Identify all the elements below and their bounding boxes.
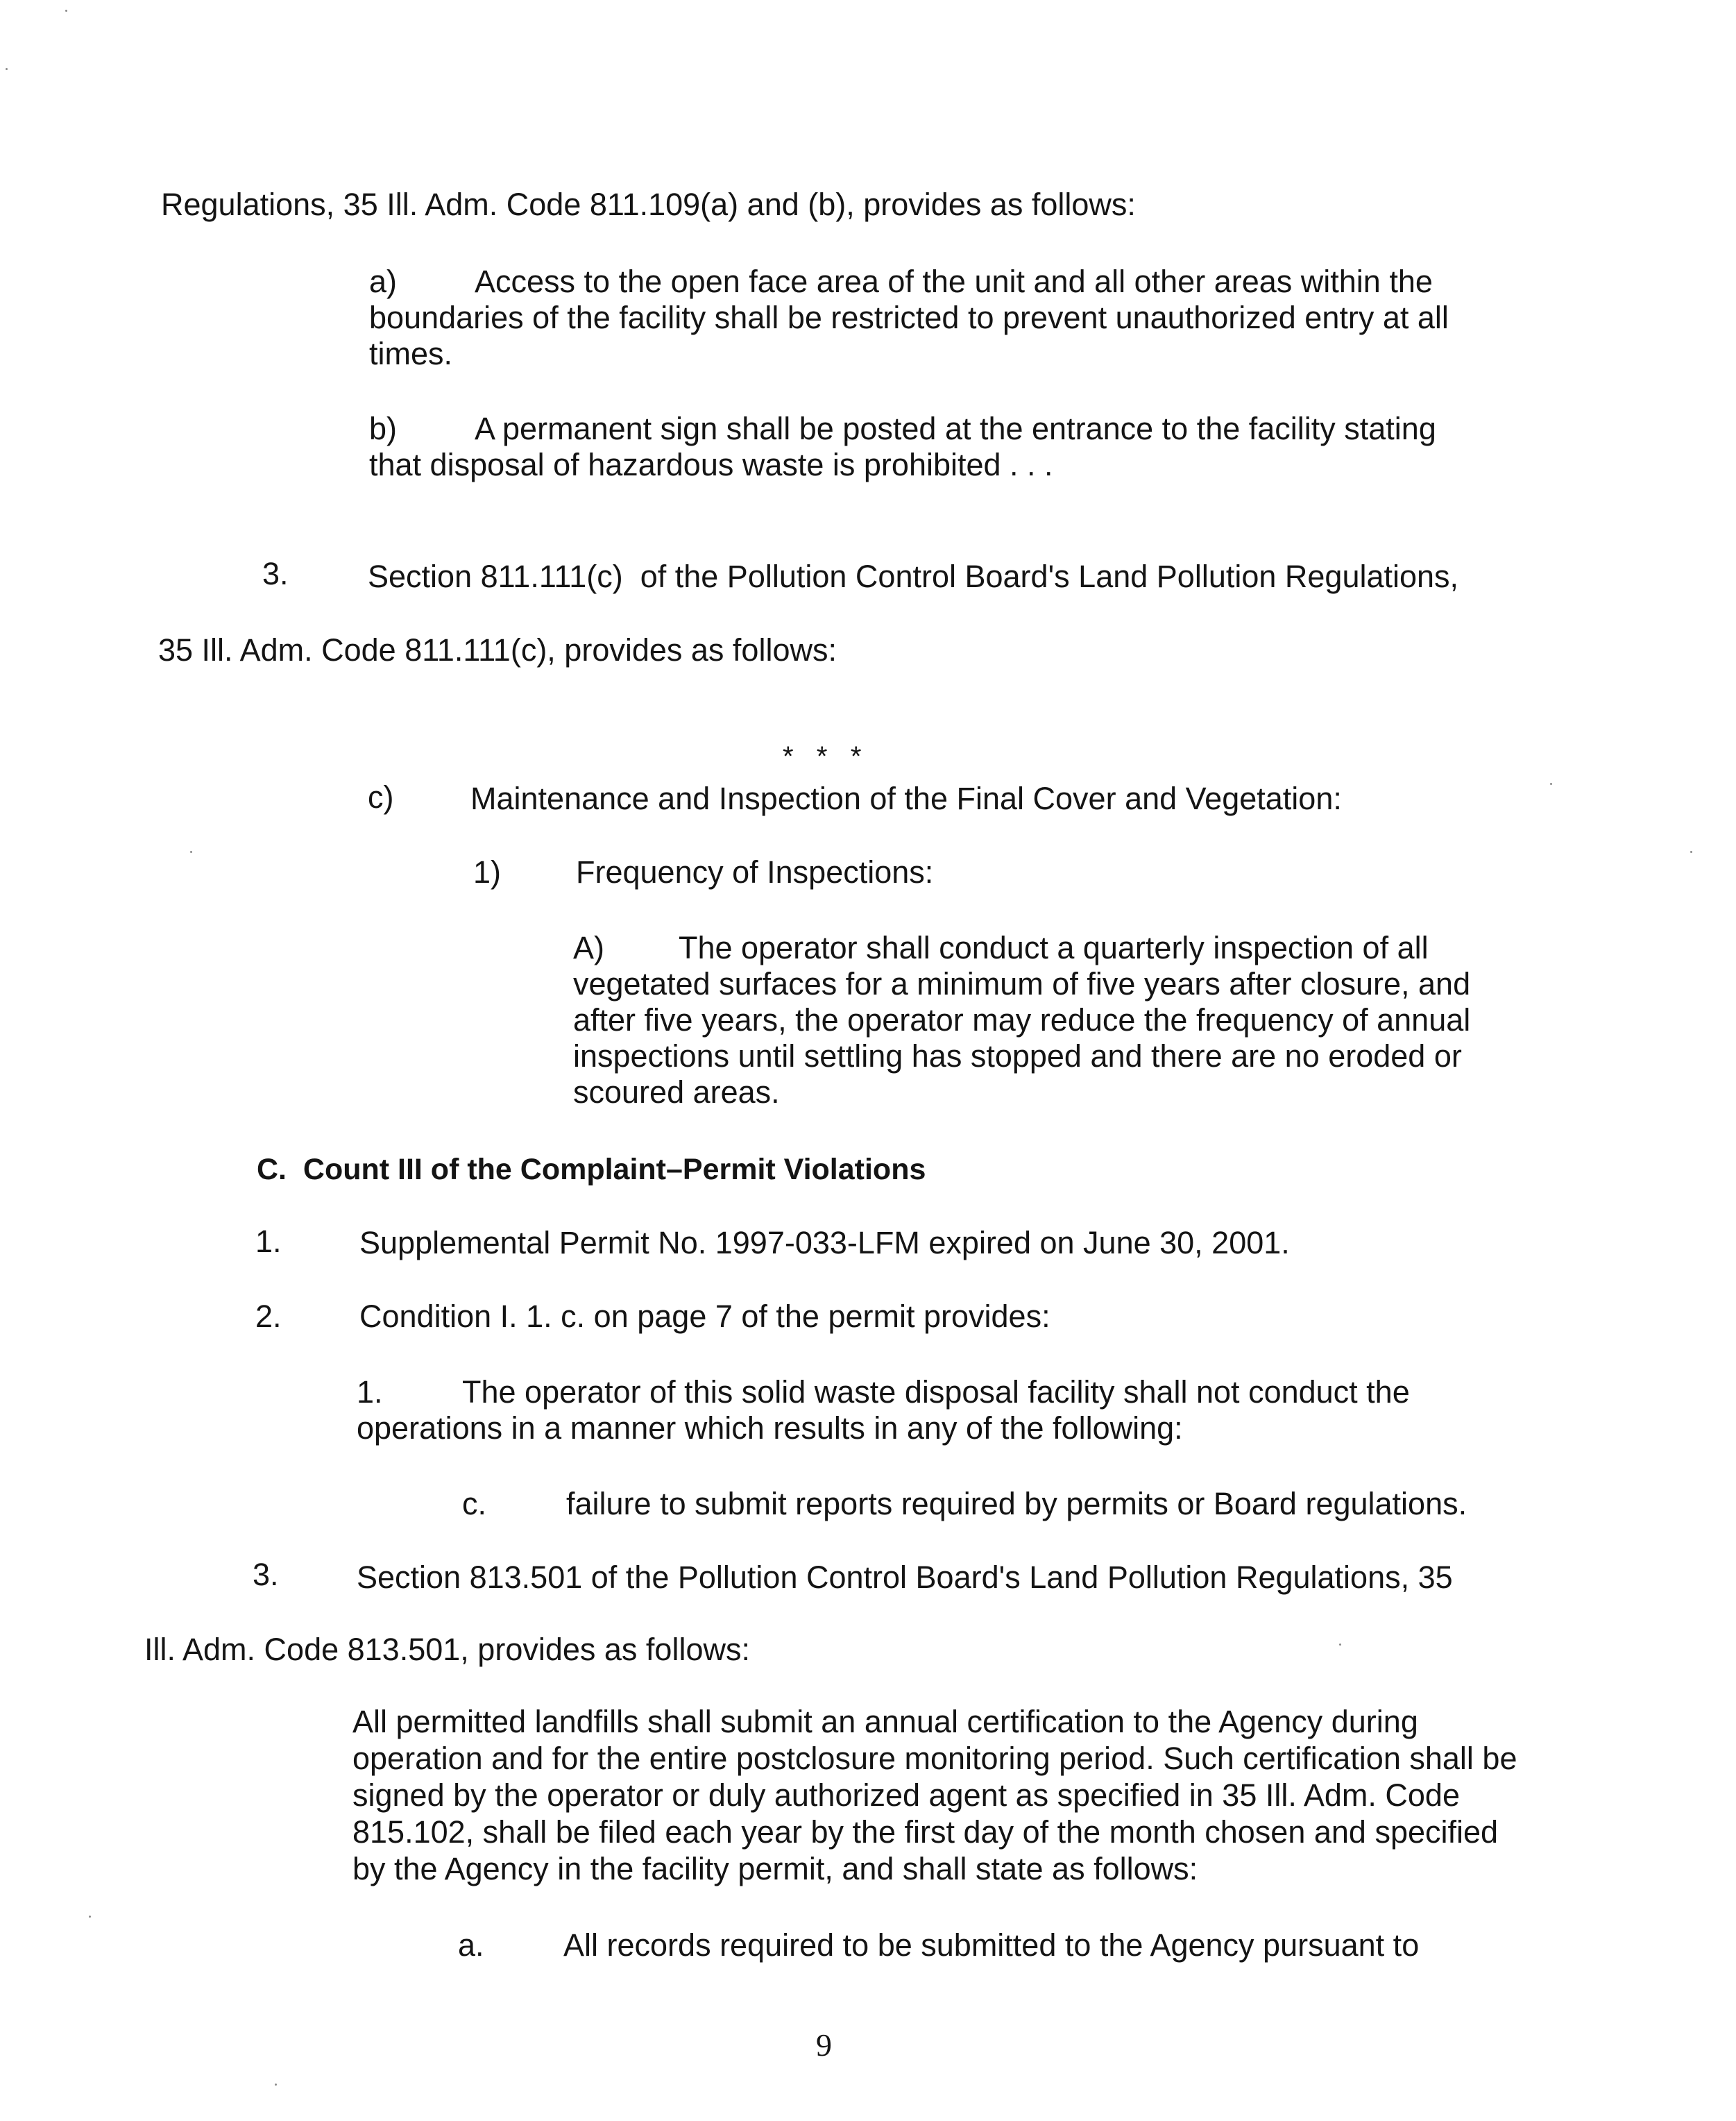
quote-a-label: a) [369,264,398,299]
subsection-c-label: c) [368,779,394,815]
section-heading: C. Count III of the Complaint–Permit Violations [257,1153,926,1186]
quote-b-text: A permanent sign shall be posted at the entrance to the facility stating that disposal of hazardous waste is prohibited . . . [369,411,1436,482]
quote-a-text: Access to the open face area of the unit and all other areas within the boundaries of the facility shall be restricted to prevent unauthorized entry at all times. [369,264,1449,371]
item-2-text: Condition I. 1. c. on page 7 of the permit provides: [359,1299,1050,1334]
subsection-cA-label: A) [573,930,604,965]
scan-speck [1339,1643,1341,1646]
paragraph-3-continuation: 35 Ill. Adm. Code 811.111(c), provides as follows: [158,632,837,668]
item-2-number: 2. [255,1299,282,1334]
item-3-continuation: Ill. Adm. Code 813.501, provides as follows: [144,1632,750,1667]
page-number: 9 [816,2027,832,2063]
permit-quote-1 [357,1374,1495,1446]
subsection-c1-label: 1) [473,854,502,890]
scan-speck [6,68,8,70]
paragraph-3-text: Section 811.111(c) of the Pollution Control Board's Land Pollution Regulations, [368,559,1459,594]
permit-quote-c-text: failure to submit reports required by permits or Board regulations. [566,1486,1467,1521]
annual-certification-quote: All permitted landfills shall submit an annual certification to the Agency during operation and for the entire postclosure monitoring period. Such certification shall be signed by the operator or duly authorized agent as specified in 35 Ill. Adm. Code 815.102, shall be filed each year by the first day of the month chosen and specified by the Agency in the facility permit, and shall state as follows: [352,1704,1517,1886]
paragraph-3-number: 3. [262,556,289,591]
permit-quote-1-label: 1. [357,1374,383,1410]
quote-b [369,411,1493,483]
omission-asterisks: * * * [783,741,862,772]
scan-speck [1550,783,1552,785]
quote-b-label: b) [369,411,398,446]
certification-item-a-text: All records required to be submitted to the Agency pursuant to [563,1927,1420,1963]
quote-a [369,264,1493,372]
item-3-number: 3. [253,1557,279,1592]
subsection-c1-text: Frequency of Inspections: [576,854,934,890]
subsection-cA-text: The operator shall conduct a quarterly inspection of all vegetated surfaces for a minimum of five years after closure, and after five years, the operator may reduce the frequency of annual inspections until settling has stopped and there are no eroded or scoured areas. [573,930,1471,1110]
item-3-text: Section 813.501 of the Pollution Control Board's Land Pollution Regulations, 35 [357,1560,1453,1595]
item-1-number: 1. [255,1224,282,1259]
permit-quote-1-text: The operator of this solid waste disposal facility shall not conduct the operations in a manner which results in any of the following: [357,1374,1410,1446]
subsection-cA [573,930,1503,1110]
permit-quote-c-label: c. [462,1486,487,1521]
intro-line: Regulations, 35 Ill. Adm. Code 811.109(a) and (b), provides as follows: [161,187,1136,222]
scan-speck [89,1916,91,1918]
scan-speck [275,2084,277,2086]
scan-speck [190,851,192,853]
item-1-text: Supplemental Permit No. 1997-033-LFM expired on June 30, 2001. [359,1225,1290,1260]
scan-speck [1690,851,1692,853]
certification-item-a-label: a. [458,1927,484,1963]
scan-speck [65,10,67,12]
subsection-c-text: Maintenance and Inspection of the Final Cover and Vegetation: [470,781,1342,816]
